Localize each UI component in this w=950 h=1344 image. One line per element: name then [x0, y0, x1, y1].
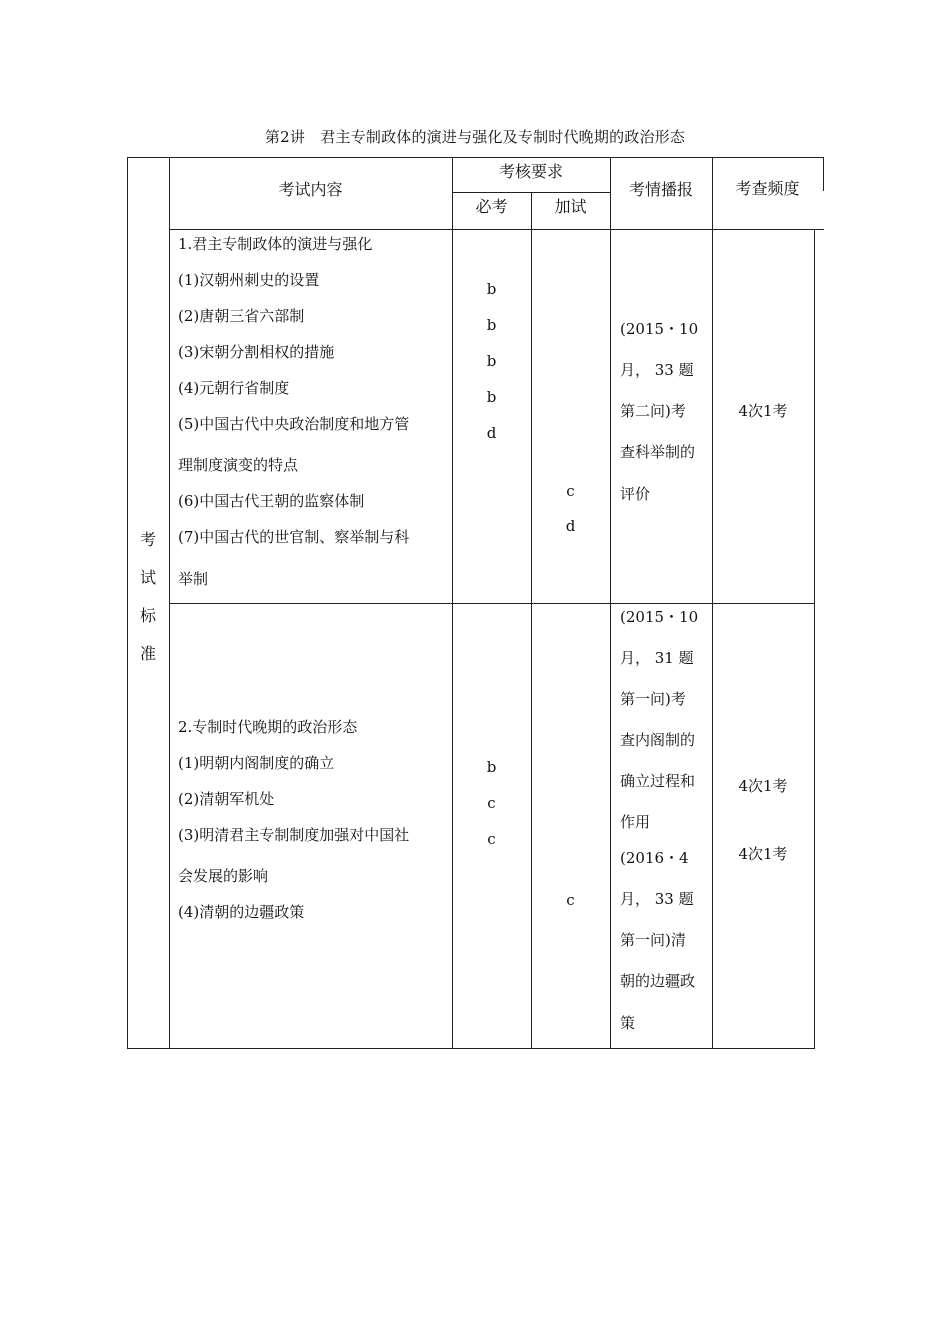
side-label-char: 准 — [139, 644, 156, 663]
section2-report-line: 第一问)考 — [620, 690, 686, 708]
section1-content-line: 1.君主专制政体的演进与强化 — [178, 235, 373, 253]
section1-extra-grade: c — [566, 482, 575, 500]
section1-content-line: (7)中国古代的世官制、察举制与科 — [178, 528, 410, 546]
section2-content-line: 2.专制时代晚期的政治形态 — [178, 718, 358, 736]
section1-content-line: 理制度演变的特点 — [178, 456, 299, 474]
side-label — [127, 531, 169, 683]
table-right-border — [814, 229, 815, 1049]
header-report: 考情播报 — [628, 180, 693, 199]
header-bottom-border — [169, 229, 824, 230]
section1-content-line: (6)中国古代王朝的监察体制 — [178, 492, 365, 510]
section2-required-grade: c — [487, 830, 496, 848]
header-content: 考试内容 — [278, 180, 343, 199]
section1-required-grade: d — [486, 424, 497, 442]
section1-report-line: 月， 33 题 — [620, 361, 694, 379]
side-label-divider — [169, 157, 170, 1049]
section2-frequency: 4次1考 — [738, 777, 788, 795]
section2-content-line: (2)清朝军机处 — [178, 790, 275, 808]
section2-report-line: 月， 31 题 — [620, 649, 694, 667]
side-label-char: 考 — [139, 530, 156, 549]
section2-content-line: (3)明清君主专制制度加强对中国社 — [178, 826, 410, 844]
section2-report-line: 确立过程和 — [620, 772, 696, 790]
header-right-border — [823, 157, 824, 191]
section1-report-line: 第二问)考 — [620, 402, 686, 420]
section1-frequency: 4次1考 — [738, 402, 788, 420]
section1-content-line: 举制 — [178, 570, 209, 588]
section1-report-line: 评价 — [620, 485, 651, 503]
section1-required-grade: b — [486, 388, 497, 406]
requirements-right-divider — [610, 157, 611, 1049]
section1-required-grade: b — [486, 280, 497, 298]
section2-frequency: 4次1考 — [738, 845, 788, 863]
section1-content-line: (5)中国古代中央政治制度和地方管 — [178, 415, 410, 433]
report-divider — [712, 157, 713, 1049]
table-top-border — [127, 157, 824, 158]
section2-report-line: 月， 33 题 — [620, 890, 694, 908]
section2-required-grade: b — [486, 758, 497, 776]
section1-content-line: (1)汉朝州刺史的设置 — [178, 271, 320, 289]
section1-content-line: (4)元朝行省制度 — [178, 379, 290, 397]
section2-report-line: 策 — [620, 1014, 636, 1032]
section2-required-grade: c — [487, 794, 496, 812]
header-extra: 加试 — [554, 197, 587, 216]
section1-required-grade: b — [486, 352, 497, 370]
side-label-char: 试 — [139, 568, 156, 587]
section2-report-line: 第一问)清 — [620, 931, 686, 949]
section2-report-line: 作用 — [620, 813, 651, 831]
section1-content-line: (3)宋朝分割相权的措施 — [178, 343, 335, 361]
side-label-char: 标 — [139, 606, 156, 625]
section2-report-line: 朝的边疆政 — [620, 972, 696, 990]
section2-extra-grade: c — [566, 891, 575, 909]
header-frequency: 考查频度 — [735, 179, 800, 198]
header-required: 必考 — [475, 197, 508, 216]
section2-content-line: (1)明朝内阁制度的确立 — [178, 754, 335, 772]
required-divider — [531, 192, 532, 1049]
section1-content-line: (2)唐朝三省六部制 — [178, 307, 305, 325]
section1-report-line: (2015・10 — [620, 320, 699, 338]
header-requirements: 考核要求 — [498, 162, 563, 181]
section1-extra-grade: d — [565, 517, 576, 535]
section2-report-line: (2016・4 — [620, 849, 689, 867]
section1-report-line: 查科举制的 — [620, 443, 696, 461]
section2-content-line: (4)清朝的边疆政策 — [178, 903, 305, 921]
page-title: 第2讲 君主专制政体的演进与强化及专制时代晚期的政治形态 — [264, 128, 686, 146]
section-divider — [169, 603, 814, 604]
section2-report-line: (2015・10 — [620, 608, 699, 626]
section2-report-line: 查内阁制的 — [620, 731, 696, 749]
section2-content-line: 会发展的影响 — [178, 867, 269, 885]
section1-required-grade: b — [486, 316, 497, 334]
